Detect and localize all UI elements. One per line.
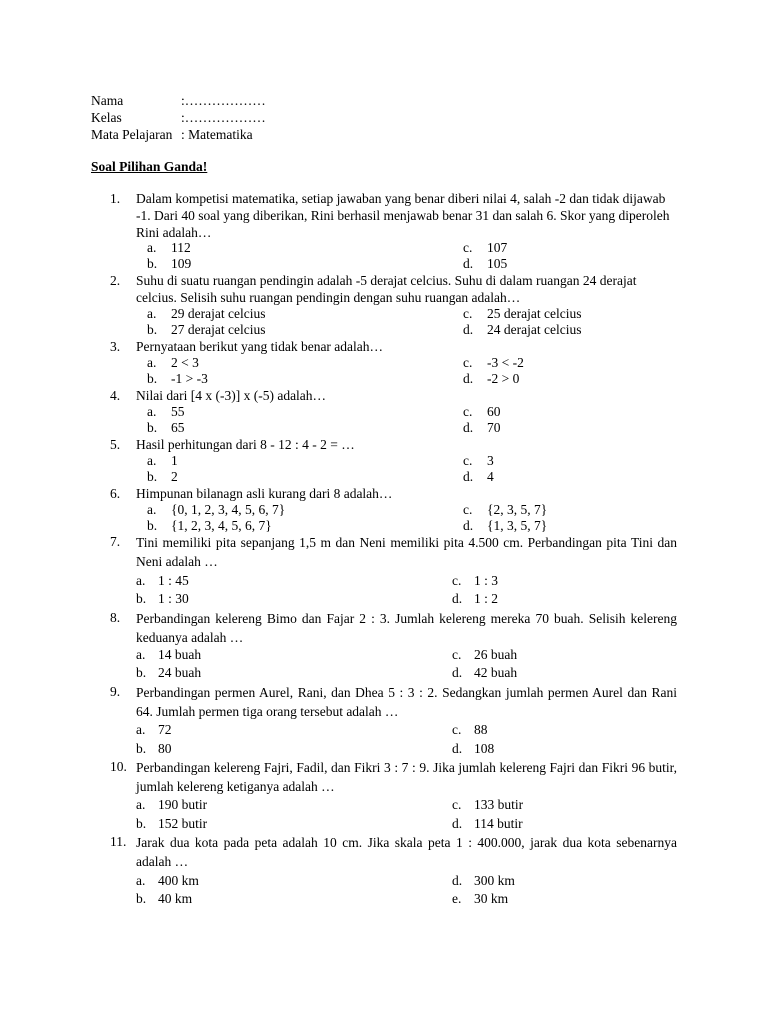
question-1-option-c: c. 107: [463, 240, 508, 255]
question-3-option-a: a. 2 < 3: [147, 355, 199, 370]
question-11-option-a: a. 400 km: [136, 873, 199, 888]
question-5-option-c: c. 3: [463, 453, 494, 468]
question-6-text: Himpunan bilanagn asli kurang dari 8 adalah…: [136, 486, 393, 501]
question-8-option-c: c. 26 buah: [452, 647, 518, 662]
mapel-label: Mata Pelajaran: [91, 127, 173, 142]
question-5-option-a: a. 1: [147, 453, 178, 468]
question-2-number: 2.: [110, 273, 121, 288]
question-8-option-a: a. 14 buah: [136, 647, 202, 662]
question-4-option-a: a. 55: [147, 404, 185, 419]
question-9-option-b: b. 80: [136, 741, 172, 756]
question-6-option-b: b. {1, 2, 3, 4, 5, 6, 7}: [147, 518, 272, 533]
nama-label: Nama: [91, 93, 124, 108]
question-8-number: 8.: [110, 610, 121, 625]
kelas-row: [91, 109, 266, 126]
question-9-text: Perbandingan permen Aurel, Rani, dan Dhea 5 : 3 : 2. Sedangkan jumlah permen Aurel dan Rani 64. Jumlah permen tiga orang tersebut adalah …: [136, 685, 677, 719]
question-6-option-a: a. {0, 1, 2, 3, 4, 5, 6, 7}: [147, 502, 286, 517]
question-7-option-d: d. 1 : 2: [452, 591, 499, 606]
mapel-value: : Matematika: [181, 127, 253, 142]
question-7-option-b: b. 1 : 30: [136, 591, 189, 606]
question-7-option-c: c. 1 : 3: [452, 573, 499, 588]
question-7-number: 7.: [110, 534, 121, 549]
question-6-option-c: c. {2, 3, 5, 7}: [463, 502, 548, 517]
question-3-number: 3.: [110, 339, 121, 354]
question-8-text: Perbandingan kelereng Bimo dan Fajar 2 : 3. Jumlah kelereng mereka 70 buah. Selisih kelereng keduanya adalah …: [136, 611, 677, 645]
nama-value: :………………: [181, 93, 266, 108]
question-9-option-a: a. 72: [136, 722, 172, 737]
question-4-text: Nilai dari [4 x (-3)] x (-5) adalah…: [136, 388, 327, 403]
question-4-option-b: b. 65: [147, 420, 185, 435]
question-10-option-c: c. 133 butir: [452, 797, 524, 812]
question-3-option-d: d. -2 > 0: [463, 371, 520, 386]
question-1-number: 1.: [110, 191, 121, 206]
question-9-option-d: d. 108: [452, 741, 495, 756]
question-2-option-c: c. 25 derajat celcius: [463, 306, 582, 321]
question-10-number: 10.: [110, 759, 127, 774]
question-10-option-d: d. 114 butir: [452, 816, 523, 831]
question-3-text: Pernyataan berikut yang tidak benar adalah…: [136, 339, 384, 354]
question-11-option-e: e. 30 km: [452, 891, 509, 906]
question-4-number: 4.: [110, 388, 121, 403]
question-2-option-a: a. 29 derajat celcius: [147, 306, 266, 321]
question-6-option-d: d. {1, 3, 5, 7}: [463, 518, 548, 533]
question-7-option-a: a. 1 : 45: [136, 573, 189, 588]
question-4-option-d: d. 70: [463, 420, 501, 435]
mapel-row: [91, 126, 253, 143]
nama-row: [91, 92, 266, 109]
question-3-option-c: c. -3 < -2: [463, 355, 524, 370]
question-2-option-d: d. 24 derajat celcius: [463, 322, 582, 337]
question-9-option-c: c. 88: [452, 722, 488, 737]
question-11-option-d: d. 300 km: [452, 873, 515, 888]
question-5-text: Hasil perhitungan dari 8 - 12 : 4 - 2 = …: [136, 437, 355, 452]
question-10-option-a: a. 190 butir: [136, 797, 208, 812]
question-11-option-b: b. 40 km: [136, 891, 193, 906]
question-1-option-a: a. 112: [147, 240, 191, 255]
question-1-option-b: b. 109: [147, 256, 192, 271]
question-8-option-b: b. 24 buah: [136, 665, 202, 680]
question-8-option-d: d. 42 buah: [452, 665, 518, 680]
question-2-option-b: b. 27 derajat celcius: [147, 322, 266, 337]
question-2-text: Suhu di suatu ruangan pendingin adalah -5 derajat celcius. Suhu di dalam ruangan 24 derajat celcius. Selisih suhu ruangan pendingin dengan suhu ruangan adalah…: [136, 273, 637, 305]
kelas-label: Kelas: [91, 110, 122, 125]
question-9-number: 9.: [110, 684, 121, 699]
section-title: Soal Pilihan Ganda!: [91, 159, 208, 174]
question-6-number: 6.: [110, 486, 121, 501]
question-1-text: Dalam kompetisi matematika, setiap jawaban yang benar diberi nilai 4, salah -2 dan tidak dijawab -1. Dari 40 soal yang diberikan, Rini berhasil menjawab benar 31 dan salah 6. Skor yang diperoleh Rini adalah…: [136, 191, 670, 240]
question-4-option-c: c. 60: [463, 404, 501, 419]
question-11-text: Jarak dua kota pada peta adalah 10 cm. Jika skala peta 1 : 400.000, jarak dua kota sebenarnya adalah …: [136, 835, 677, 869]
question-10-text: Perbandingan kelereng Fajri, Fadil, dan Fikri 3 : 7 : 9. Jika jumlah kelereng Fajri dan Fikri 96 butir, jumlah kelereng ketiganya adalah …: [136, 760, 677, 794]
question-5-option-b: b. 2: [147, 469, 178, 484]
kelas-value: :………………: [181, 110, 266, 125]
question-10-option-b: b. 152 butir: [136, 816, 208, 831]
question-5-number: 5.: [110, 437, 121, 452]
question-1-option-d: d. 105: [463, 256, 508, 271]
question-11-number: 11.: [110, 834, 127, 849]
question-5-option-d: d. 4: [463, 469, 494, 484]
question-7-text: Tini memiliki pita sepanjang 1,5 m dan Neni memiliki pita 4.500 cm. Perbandingan pita Tini dan Neni adalah …: [136, 535, 677, 569]
question-3-option-b: b. -1 > -3: [147, 371, 208, 386]
